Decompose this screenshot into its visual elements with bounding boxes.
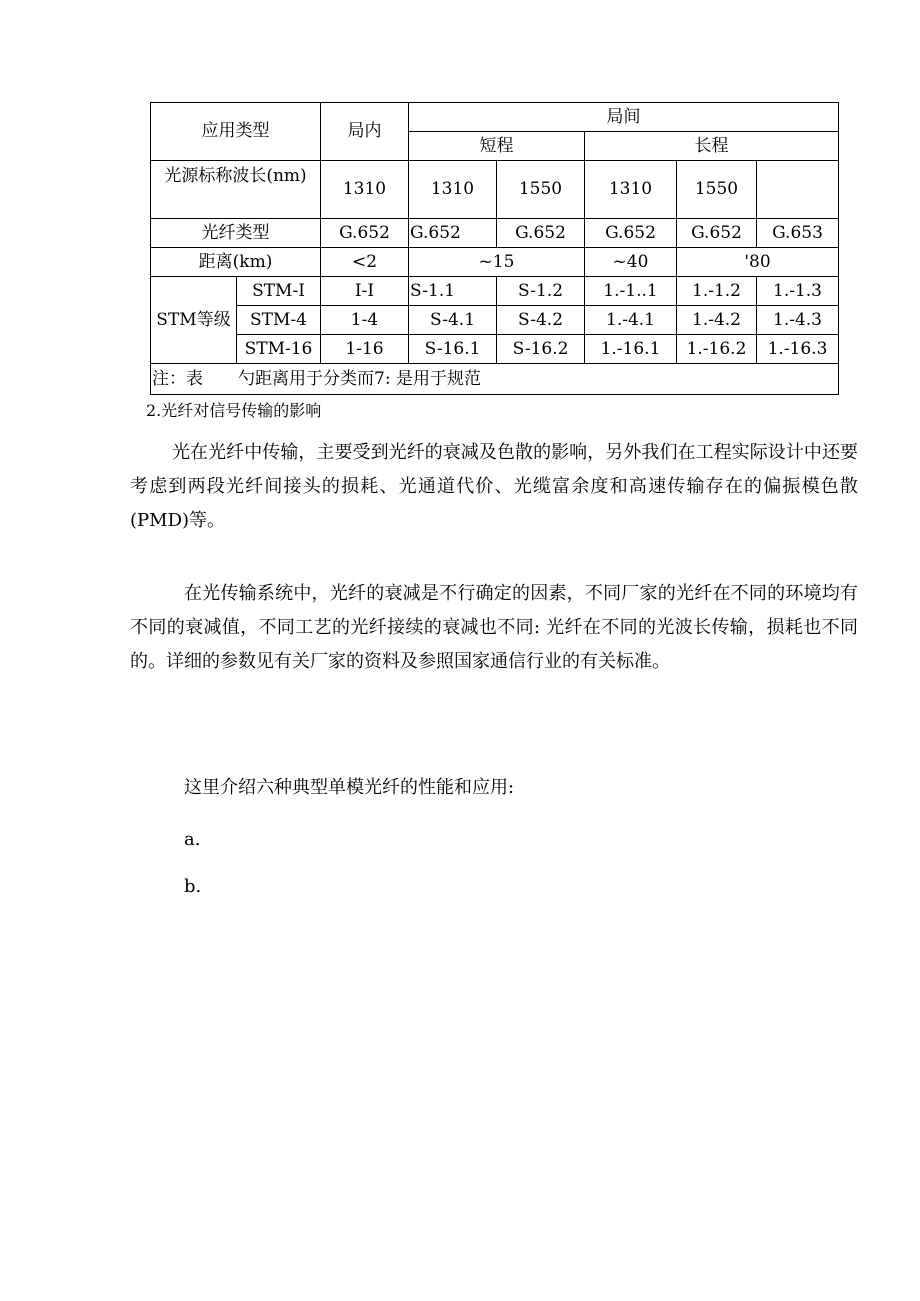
distance-cell: '80	[677, 248, 839, 277]
stm-cell: I-I	[321, 277, 409, 306]
header-short-haul: 短程	[409, 132, 585, 161]
fiber-type-cell: G.652	[409, 219, 497, 248]
table-note-start: 注：表	[152, 368, 203, 389]
wavelength-label: 光源标称波长(nm)	[151, 161, 321, 219]
stm-cell: 1.-1.2	[677, 277, 757, 306]
stm-cell: 1.-1..1	[585, 277, 677, 306]
stm-cell: 1.-4.2	[677, 306, 757, 335]
list-item: b.	[184, 876, 202, 897]
stm-cell: 1-16	[321, 335, 409, 364]
stm-cell: S-1.2	[497, 277, 585, 306]
fiber-type-label: 光纤类型	[151, 219, 321, 248]
stm-level: STM-4	[237, 306, 321, 335]
fiber-type-cell: G.652	[677, 219, 757, 248]
distance-cell: <2	[321, 248, 409, 277]
distance-label: 距离(km)	[151, 248, 321, 277]
distance-cell: ~15	[409, 248, 585, 277]
stm-cell: S-4.2	[497, 306, 585, 335]
header-intra-office: 局内	[321, 103, 409, 161]
stm-cell: S-16.2	[497, 335, 585, 364]
fiber-type-cell: G.653	[757, 219, 839, 248]
stm-cell: 1.-1.3	[757, 277, 839, 306]
wavelength-cell: 1310	[321, 161, 409, 219]
header-long-haul: 长程	[585, 132, 839, 161]
distance-cell: ~40	[585, 248, 677, 277]
table-note-end: 勺距离用于分类而7: 是用于规范	[238, 368, 481, 389]
paragraph: 光在光纤中传输，主要受到光纤的衰减及色散的影响，另外我们在工程实际设计中还要考虑到两段光纤间接头的损耗、光通道代价、光缆富余度和高速传输存在的偏振模色散(PMD)等。	[130, 442, 858, 531]
wavelength-cell: 1310	[409, 161, 497, 219]
list-item: a.	[184, 829, 201, 850]
stm-level-label: STM等级	[151, 277, 237, 364]
fiber-type-cell: G.652	[497, 219, 585, 248]
header-inter-office: 局间	[409, 103, 839, 132]
paragraph: 在光传输系统中，光纤的衰减是不行确定的因素，不同厂家的光纤在不同的环境均有不同的衰减值，不同工艺的光纤接续的衰减也不同: 光纤在不同的光波长传输，损耗也不同的。详细的参数见有关厂家的资料及参照国家通信行业的有关标准。	[130, 583, 858, 672]
stm-cell: 1.-4.3	[757, 306, 839, 335]
fiber-type-cell: G.652	[585, 219, 677, 248]
section-heading: 2.光纤对信号传输的影响	[146, 401, 322, 420]
stm-cell: S-1.1	[409, 277, 497, 306]
wavelength-cell: 1310	[585, 161, 677, 219]
fiber-application-table	[150, 102, 839, 395]
stm-cell: 1.-16.3	[757, 335, 839, 364]
stm-cell: 1.-16.1	[585, 335, 677, 364]
stm-cell: S-16.1	[409, 335, 497, 364]
wavelength-cell: 1550	[677, 161, 757, 219]
stm-cell: S-4.1	[409, 306, 497, 335]
wavelength-cell: 1550	[497, 161, 585, 219]
stm-level: STM-16	[237, 335, 321, 364]
wavelength-cell	[757, 161, 839, 219]
stm-cell: 1-4	[321, 306, 409, 335]
stm-cell: 1.-4.1	[585, 306, 677, 335]
stm-cell: 1.-16.2	[677, 335, 757, 364]
stm-level: STM-I	[237, 277, 321, 306]
header-app-type: 应用类型	[151, 103, 321, 161]
fiber-type-cell: G.652	[321, 219, 409, 248]
paragraph: 这里介绍六种典型单模光纤的性能和应用:	[184, 777, 515, 798]
table-note	[151, 364, 839, 395]
